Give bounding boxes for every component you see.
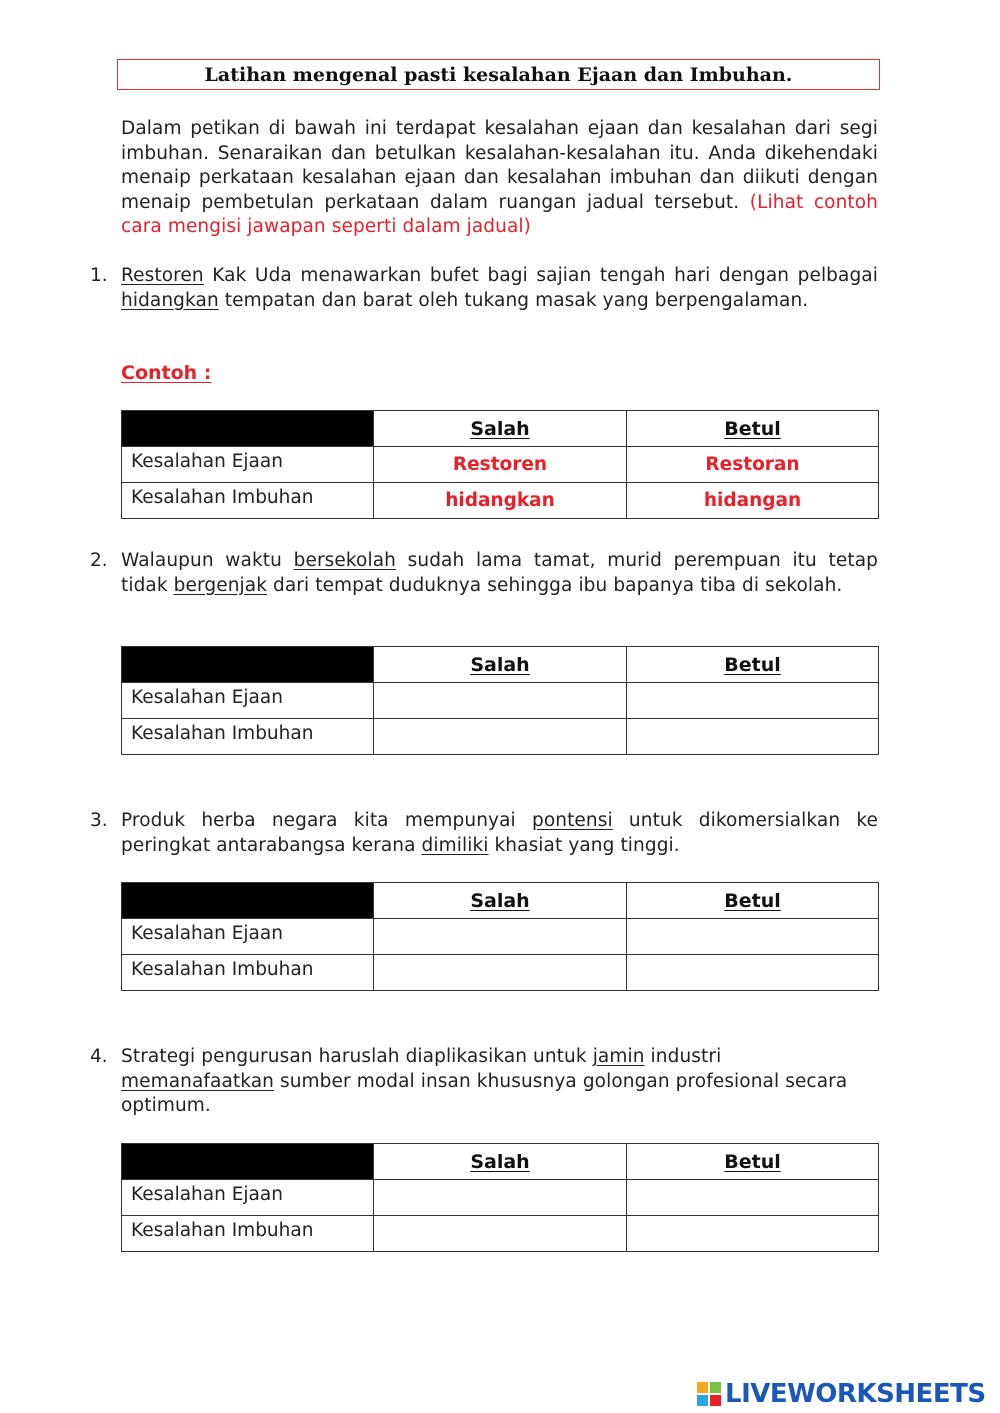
header-salah: Salah — [374, 411, 627, 447]
row-label: Kesalahan Ejaan — [122, 683, 374, 719]
question-2-text: Walaupun waktu bersekolah sudah lama tamat, murid perempuan itu tetap tidak bergenjak dari tempat duduknya sehingga ibu bapanya tiba di sekolah. — [121, 550, 878, 596]
answer-cell[interactable]: hidangkan — [374, 483, 627, 519]
row-label: Kesalahan Imbuhan — [122, 955, 374, 991]
header-salah: Salah — [374, 647, 627, 683]
question-number: 1. — [90, 265, 108, 286]
answer-cell[interactable]: hidangan — [627, 483, 879, 519]
table-row — [122, 683, 879, 719]
row-label: Kesalahan Imbuhan — [122, 1216, 374, 1252]
row-label: Kesalahan Imbuhan — [122, 483, 374, 519]
table-row — [122, 719, 879, 755]
underlined-word: memanafaatkan — [121, 1070, 275, 1092]
answer-input-cell[interactable] — [374, 955, 627, 991]
question-number: 3. — [90, 810, 108, 831]
answer-input-cell[interactable] — [627, 719, 879, 755]
table-row — [122, 483, 879, 519]
question-1-text: Restoren Kak Uda menawarkan bufet bagi sajian tengah hari dengan pelbagai hidangkan tempatan dan barat oleh tukang masak yang berpengalaman. — [121, 265, 878, 311]
row-label: Kesalahan Ejaan — [122, 1180, 374, 1216]
header-salah: Salah — [374, 883, 627, 919]
answer-input-cell[interactable] — [627, 1180, 879, 1216]
underlined-word: bergenjak — [173, 574, 268, 596]
header-blank — [122, 411, 374, 447]
header-blank — [122, 647, 374, 683]
answer-input-cell[interactable] — [374, 1216, 627, 1252]
header-salah: Salah — [374, 1144, 627, 1180]
answer-input-cell[interactable] — [627, 955, 879, 991]
table-row — [122, 1216, 879, 1252]
example-label: Contoh : — [121, 362, 212, 384]
row-label: Kesalahan Ejaan — [122, 447, 374, 483]
question-3-text: Produk herba negara kita mempunyai pontensi untuk dikomersialkan ke peringkat antarabangsa kerana dimiliki khasiat yang tinggi. — [121, 810, 878, 856]
answer-input-cell[interactable] — [374, 683, 627, 719]
example-table — [121, 410, 879, 519]
header-betul: Betul — [627, 411, 879, 447]
answer-cell[interactable]: Restoran — [627, 447, 879, 483]
answer-table — [121, 646, 879, 755]
question-4-text: Strategi pengurusan haruslah diaplikasikan untuk jamin industri memanafaatkan sumber modal insan khususnya golongan profesional secara optimum. — [121, 1046, 848, 1116]
row-label: Kesalahan Imbuhan — [122, 719, 374, 755]
answer-input-cell[interactable] — [627, 919, 879, 955]
table-row — [122, 447, 879, 483]
liveworksheets-logo — [697, 1376, 986, 1412]
underlined-word: bersekolah — [293, 550, 396, 571]
header-betul: Betul — [627, 883, 879, 919]
instructions-text: Dalam petikan di bawah ini terdapat kesalahan ejaan dan kesalahan dari segi imbuhan. Senaraikan dan betulkan kesalahan-kesalahan itu. Anda dikehendaki menaip perkataan kesalahan ejaan dan kesalahan imbuhan dan diikuti dengan menaip pembetulan perkataan dalam ruangan jadual tersebut. — [121, 118, 878, 213]
header-betul: Betul — [627, 1144, 879, 1180]
instructions — [121, 117, 878, 240]
question-number: 2. — [90, 550, 108, 571]
logo-text: LIVEWORKSHEETS — [725, 1379, 986, 1409]
row-label: Kesalahan Ejaan — [122, 919, 374, 955]
underlined-word: hidangkan — [121, 289, 219, 311]
table-row — [122, 955, 879, 991]
header-betul: Betul — [627, 647, 879, 683]
question-number: 4. — [90, 1046, 108, 1067]
underlined-word: Restoren — [121, 265, 204, 286]
answer-table — [121, 882, 879, 991]
answer-input-cell[interactable] — [374, 719, 627, 755]
header-blank — [122, 883, 374, 919]
underlined-word: jamin — [592, 1046, 645, 1067]
answer-input-cell[interactable] — [374, 1180, 627, 1216]
answer-input-cell[interactable] — [627, 1216, 879, 1252]
logo-blocks-icon — [697, 1382, 721, 1406]
header-blank — [122, 1144, 374, 1180]
table-row — [122, 1180, 879, 1216]
underlined-word: dimiliki — [421, 834, 489, 856]
underlined-word: pontensi — [531, 810, 613, 831]
page-title: Latihan mengenal pasti kesalahan Ejaan dan Imbuhan. — [117, 59, 880, 90]
instructions-note: (Lihat contoh cara mengisi jawapan seperti dalam jadual) — [121, 191, 878, 237]
answer-cell[interactable]: Restoren — [374, 447, 627, 483]
table-row — [122, 919, 879, 955]
answer-input-cell[interactable] — [374, 919, 627, 955]
answer-input-cell[interactable] — [627, 683, 879, 719]
answer-table — [121, 1143, 879, 1252]
